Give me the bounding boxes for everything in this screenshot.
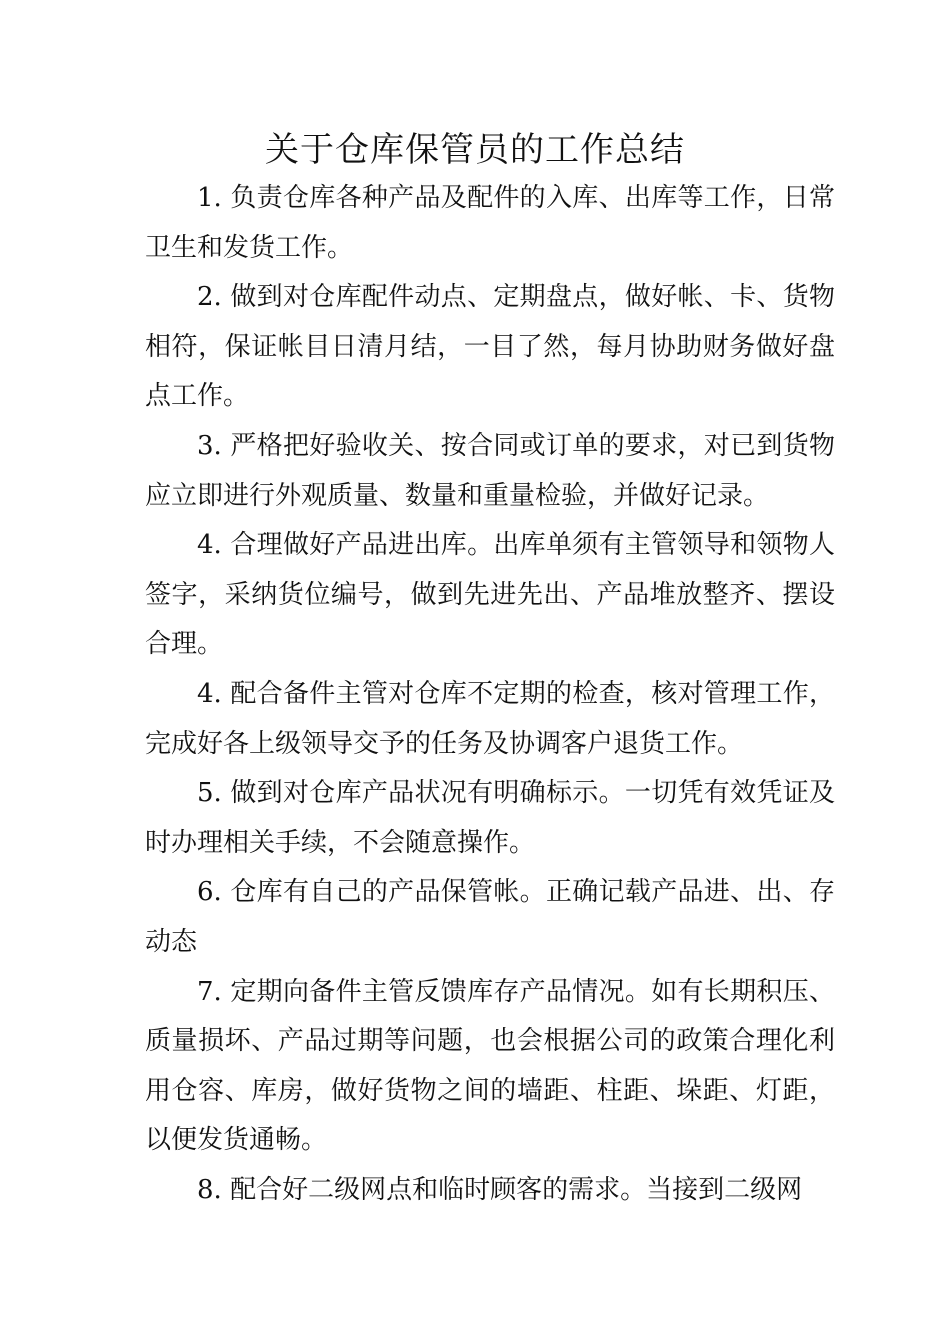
paragraph-3: 3. 严格把好验收关、按合同或订单的要求，对已到货物应立即进行外观质量、数量和重量检验，并做好记录。 bbox=[145, 430, 835, 511]
paragraph-1: 1. 负责仓库各种产品及配件的入库、出库等工作，日常卫生和发货工作。 bbox=[145, 183, 835, 263]
paragraph-4: 4. 合理做好产品进出库。出库单须有主管领导和领物人签字，采纳货位编号，做到先进先出、产品堆放整齐、摆设合理。 bbox=[145, 530, 835, 660]
paragraph-2: 2. 做到对仓库配件动点、定期盘点，做好帐、卡、货物相符，保证帐目日清月结，一目了然，每月协助财务做好盘点工作。 bbox=[145, 282, 835, 412]
paragraph-9: 8. 配合好二级网点和临时顾客的需求。当接到二级网 bbox=[197, 1174, 803, 1205]
document-title: 关于仓库保管员的工作总结 bbox=[265, 130, 685, 170]
paragraph-6: 5. 做到对仓库产品状况有明确标示。一切凭有效凭证及时办理相关手续，不会随意操作。 bbox=[145, 778, 835, 858]
paragraph-7: 6. 仓库有自己的产品保管帐。正确记载产品进、出、存动态 bbox=[145, 877, 835, 957]
document-body bbox=[145, 174, 835, 1215]
paragraph-5: 4. 配合备件主管对仓库不定期的检查，核对管理工作，完成好各上级领导交予的任务及协调客户退货工作。 bbox=[145, 678, 835, 759]
paragraph-8: 7. 定期向备件主管反馈库存产品情况。如有长期积压、质量损坏、产品过期等问题，也会根据公司的政策合理化利用仓容、库房，做好货物之间的墙距、柱距、垛距、灯距，以便发货通畅。 bbox=[145, 976, 835, 1156]
